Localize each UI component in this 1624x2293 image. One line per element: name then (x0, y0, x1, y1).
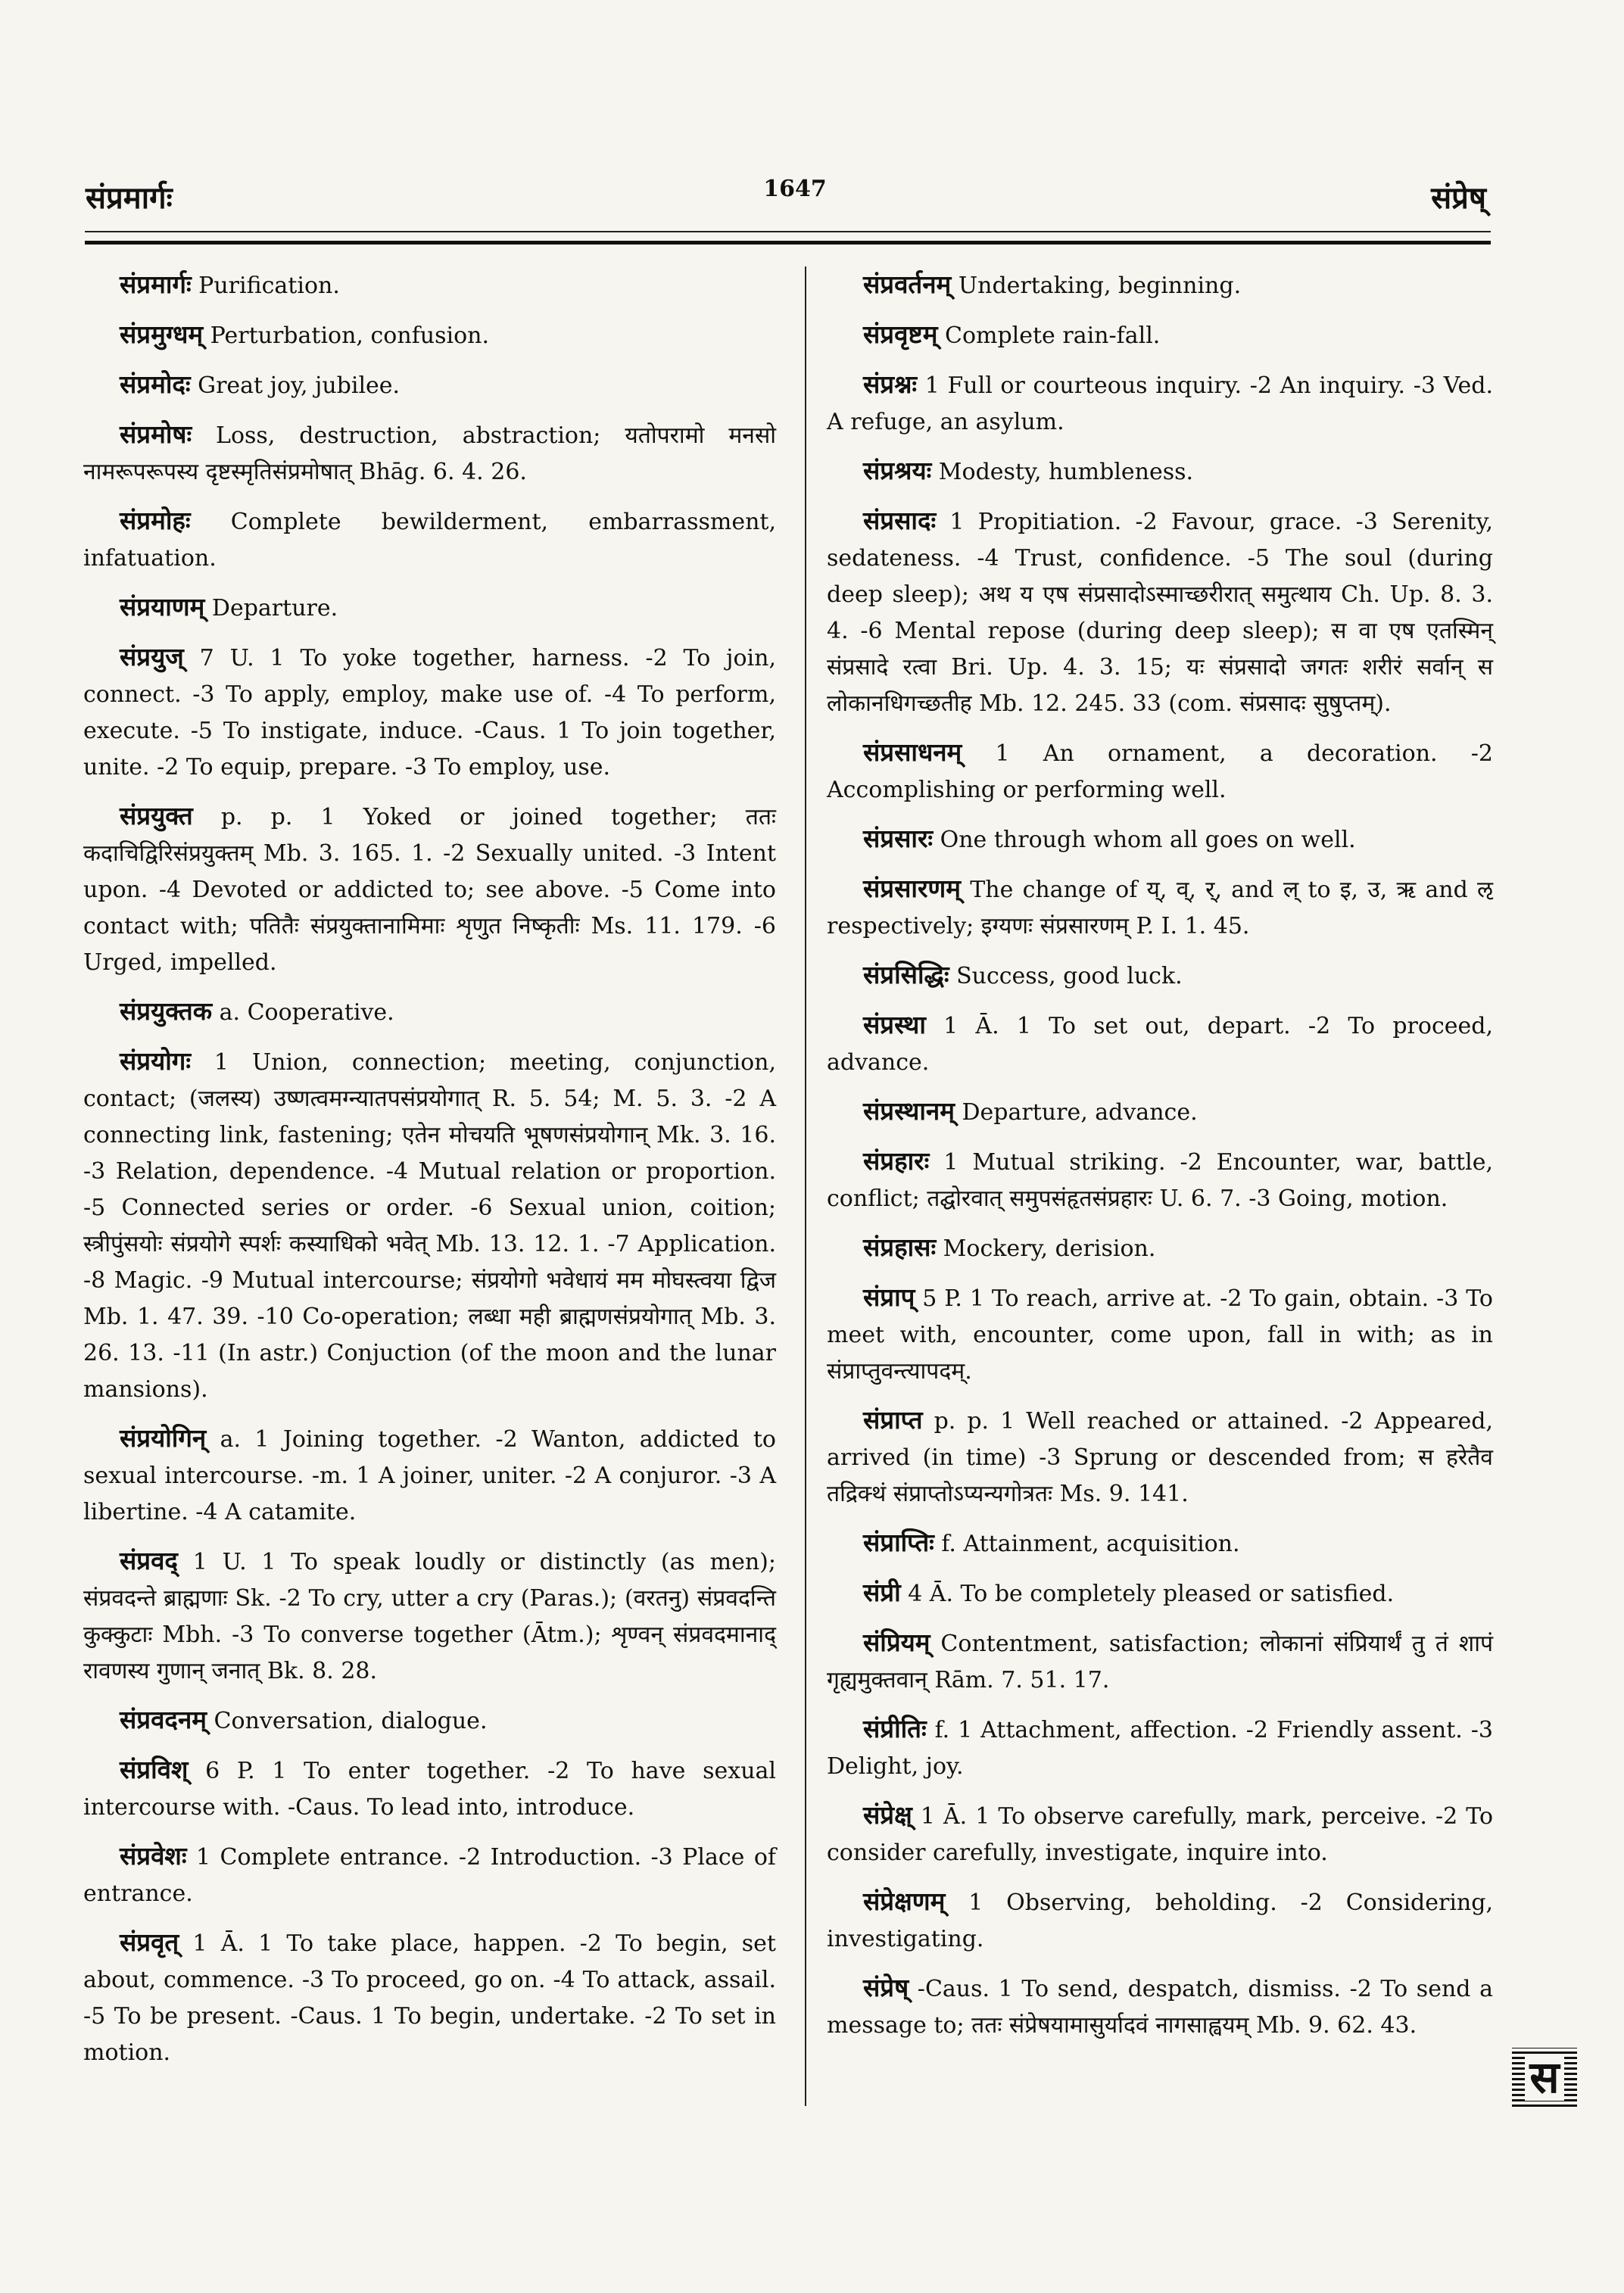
entry-definition: 6 P. 1 To enter together. -2 To have sexual intercourse with. -Caus. To lead into, introduce. (83, 1758, 776, 1821)
dictionary-entry (827, 1279, 1493, 1390)
entry-headword: संप्राप्त (863, 1405, 923, 1435)
entry-headword: संप्रमोदः (120, 369, 191, 399)
entry-headword: संप्रवृत् (120, 1927, 179, 1957)
entry-headword: संप्रयुज् (120, 642, 184, 671)
dictionary-entry (83, 1752, 776, 1826)
entry-headword: संप्रश्रयः (863, 456, 932, 485)
entry-definition: Mockery, derision. (936, 1235, 1156, 1262)
entry-headword: संप्रहारः (863, 1146, 930, 1176)
entry-definition: 4 Ā. To be completely pleased or satisfied. (900, 1581, 1395, 1607)
dictionary-entry (83, 1420, 776, 1531)
page-number: 1647 (763, 176, 827, 202)
entry-headword: संप्रमोहः (120, 506, 191, 535)
entry-definition: 5 P. 1 To reach, arrive at. -2 To gain, obtain. -3 To meet with, encounter, come upon, fall in with; as in संप्राप्तुवन्त्यापदम्. (827, 1285, 1493, 1385)
entry-definition: Conversation, dialogue. (207, 1708, 488, 1734)
header-rule-thick (85, 241, 1491, 245)
dictionary-entry (827, 266, 1493, 304)
entry-definition: Complete rain-fall. (937, 322, 1161, 349)
entry-definition: a. 1 Joining together. -2 Wanton, addicted to sexual intercourse. -m. 1 A joiner, uniter. -2 A conjuror. -3 A libertine. -4 A catamite. (83, 1426, 776, 1525)
left-column (83, 266, 776, 2083)
entry-headword: संप्रवृष्टम् (863, 319, 938, 349)
dictionary-entry (83, 1702, 776, 1740)
header-rule-thin (85, 231, 1491, 232)
thumb-index-letter: स (1525, 2054, 1563, 2101)
dictionary-entry (827, 1883, 1493, 1958)
running-head-left: संप्रमार्गः (86, 180, 173, 216)
entry-definition: Departure. (204, 595, 338, 622)
right-column (827, 266, 1493, 2056)
entry-definition: Perturbation, confusion. (203, 322, 490, 349)
entry-headword: संप्रेक्षणम् (863, 1886, 946, 1916)
dictionary-entry (827, 1525, 1493, 1562)
entry-definition: Purification. (191, 273, 340, 299)
entry-definition: 1 Ā. 1 To observe carefully, mark, perceive. -2 To consider carefully, investigate, inquire into. (827, 1803, 1493, 1866)
dictionary-entry (827, 1625, 1493, 1699)
entry-headword: संप्रस्थानम् (863, 1096, 955, 1126)
entry-headword: संप्री (863, 1578, 901, 1607)
dictionary-entry (827, 1575, 1493, 1612)
entry-definition: -Caus. 1 To send, despatch, dismiss. -2 To send a message to; ततः संप्रेषयामासुर्यादवं नागसाह्वयम् Mb. 9. 62. 43. (827, 1976, 1493, 2039)
entry-definition: f. 1 Attachment, affection. -2 Friendly assent. -3 Delight, joy. (827, 1717, 1493, 1780)
entry-headword: संप्रमुग्धम् (120, 319, 204, 349)
dictionary-entry (83, 993, 776, 1031)
entry-definition: p. p. 1 Yoked or joined together; ततः कदाचिद्विरिसंप्रयुक्तम् Mb. 3. 165. 1. -2 Sexually united. -3 Intent upon. -4 Devoted or addicted to; see above. -5 Come into contact with; पतितैः संप्रयुक्तानामिमाः शृणुत निष्कृतीः Ms. 11. 179. -6 Urged, impelled. (83, 804, 776, 976)
dictionary-entry (83, 366, 776, 404)
entry-headword: संप्रवर्तनम् (863, 269, 952, 299)
dictionary-entry (827, 1143, 1493, 1217)
entry-definition: 1 Ā. 1 To take place, happen. -2 To begin, set about, commence. -3 To proceed, go on. -4 To attack, assail. -5 To be present. -Caus. 1 To begin, undertake. -2 To set in motion. (83, 1930, 776, 2066)
entry-headword: संप्रयुक्तक (120, 996, 213, 1026)
dictionary-entry (83, 1924, 776, 2071)
entry-headword: संप्रयोगः (120, 1046, 192, 1076)
thumb-index-tab (1512, 2048, 1577, 2107)
entry-headword: संप्रसारणम् (863, 874, 962, 903)
entry-definition: 1 Full or courteous inquiry. -2 An inquiry. -3 Ved. A refuge, an asylum. (827, 372, 1493, 435)
entry-definition: 1 Mutual striking. -2 Encounter, war, battle, conflict; तद्घोरवात् समुपसंहृतसंप्रहारः U. 6. 7. -3 Going, motion. (827, 1149, 1493, 1212)
dictionary-entry (83, 503, 776, 577)
dictionary-entry (827, 1229, 1493, 1267)
dictionary-entry (827, 1007, 1493, 1081)
entry-definition: Complete bewilderment, embarrassment, infatuation. (83, 509, 776, 572)
entry-headword: संप्रवद् (120, 1546, 178, 1575)
entry-definition: 7 U. 1 To yoke together, harness. -2 To join, connect. -3 To apply, employ, make use of. -4 To perform, execute. -5 To instigate, induce. -Caus. 1 To join together, unite. -2 To equip, prepare. -3 To employ, use. (83, 645, 776, 780)
dictionary-entry (83, 1043, 776, 1408)
entry-definition: p. p. 1 Well reached or attained. -2 Appeared, arrived (in time) -3 Sprung or descended from; स हरेतैव तद्रिक्थं संप्राप्तोऽप्यन्यगोत्रतः Ms. 9. 141. (827, 1408, 1493, 1507)
entry-definition: Departure, advance. (954, 1099, 1198, 1126)
entry-headword: संप्रसादः (863, 506, 937, 535)
dictionary-entry (827, 1797, 1493, 1871)
dictionary-entry (83, 798, 776, 981)
entry-definition: f. Attainment, acquisition. (934, 1531, 1240, 1557)
entry-headword: संप्रेक्ष् (863, 1800, 912, 1830)
entry-definition: Success, good luck. (949, 963, 1183, 989)
dictionary-entry (83, 639, 776, 786)
entry-headword: संप्रहासः (863, 1232, 937, 1262)
entry-headword: संप्रियम् (863, 1628, 930, 1657)
entry-definition: The change of य्, व्, र्, and ल् to इ, उ, ऋ and ऌ respectively; इग्यणः संप्रसारणम् P. I. 1. 45. (827, 877, 1493, 939)
entry-headword: संप्रविश् (120, 1755, 189, 1784)
dictionary-entry (827, 871, 1493, 945)
dictionary-entry (827, 821, 1493, 858)
entry-headword: संप्रमार्गः (120, 269, 192, 299)
entry-definition: Undertaking, beginning. (951, 273, 1242, 299)
entry-headword: संप्रेष् (863, 1973, 909, 2002)
dictionary-entry (83, 416, 776, 491)
entry-definition: a. Cooperative. (212, 999, 394, 1026)
entry-headword: संप्रयाणम् (120, 592, 205, 622)
dictionary-entry (827, 957, 1493, 995)
entry-definition: Modesty, humbleness. (931, 459, 1194, 485)
dictionary-entry (83, 1543, 776, 1690)
dictionary-entry (827, 503, 1493, 722)
entry-headword: संप्रवेशः (120, 1841, 187, 1871)
dictionary-entry (827, 1093, 1493, 1131)
entry-definition: 1 Propitiation. -2 Favour, grace. -3 Serenity, sedateness. -4 Trust, confidence. -5 The soul (during deep sleep); अथ य एष संप्रसादोऽस्माच्छरीरात् समुत्थाय Ch. Up. 8. 3. 4. -6 Mental repose (during deep sleep); स वा एष एतस्मिन् संप्रसादे रत्वा Bri. Up. 4. 3. 15; यः संप्रसादो जगतः शरीरं सर्वान् स लोकानधिगच्छतीह Mb. 12. 245. 33 (com. संप्रसादः सुषुप्तम्). (827, 509, 1493, 717)
entry-definition: Contentment, satisfaction; लोकानां संप्रियार्थं तु तं शापं गृह्यमुक्तवान् Rām. 7. 51. 17. (827, 1631, 1493, 1693)
dictionary-entry (827, 366, 1493, 441)
entry-headword: संप्रस्था (863, 1010, 926, 1039)
entry-headword: संप्रीतिः (863, 1714, 927, 1743)
running-head-right: संप्रेष् (1431, 180, 1486, 216)
dictionary-entry (827, 1711, 1493, 1785)
entry-headword: संप्रसारः (863, 824, 934, 853)
entry-headword: संप्रवदनम् (120, 1705, 207, 1734)
dictionary-entry (827, 734, 1493, 808)
entry-headword: संप्राप्तिः (863, 1528, 934, 1557)
dictionary-entry (83, 266, 776, 304)
entry-definition: 1 Complete entrance. -2 Introduction. -3 Place of entrance. (83, 1844, 776, 1907)
dictionary-entry (83, 316, 776, 354)
entry-definition: 1 Ā. 1 To set out, depart. -2 To proceed, advance. (827, 1013, 1493, 1076)
entry-definition: One through whom all goes on well. (933, 827, 1356, 853)
column-divider (805, 266, 806, 2106)
dictionary-entry (827, 316, 1493, 354)
entry-headword: संप्रयुक्त (120, 801, 193, 830)
entry-headword: संप्रसिद्धिः (863, 960, 949, 989)
entry-headword: संप्रमोषः (120, 419, 192, 449)
dictionary-entry (83, 1838, 776, 1912)
entry-headword: संप्रसाधनम् (863, 737, 962, 767)
entry-definition: 1 U. 1 To speak loudly or distinctly (as men); संप्रवदन्ते ब्राह्मणाः Sk. -2 To cry, utter a cry (Paras.); (वरतनु) संप्रवदन्ति कुक्कुटाः Mbh. -3 To converse together (Ātm.); शृण्वन् संप्रवदमानाद् रावणस्य गुणान् जनात् Bk. 8. 28. (83, 1549, 776, 1684)
dictionary-entry (827, 1970, 1493, 2044)
entry-definition: 1 Union, connection; meeting, conjunction, contact; (जलस्य) उष्णत्वमग्न्यातपसंप्रयोगात् R. 5. 54; M. 5. 3. -2 A connecting link, fastening; एतेन मोचयति भूषणसंप्रयोगान् Mk. 3. 16. -3 Relation, dependence. -4 Mutual relation or proportion. -5 Connected series or order. -6 Sexual union, coition; स्त्रीपुंसयोः संप्रयोगे स्पर्शः कस्याधिको भवेत् Mb. 13. 12. 1. -7 Application. -8 Magic. -9 Mutual intercourse; संप्रयोगो भवेधायं मम मोघस्त्वया द्विज Mb. 1. 47. 39. -10 Co-operation; लब्धा मही ब्राह्मणसंप्रयोगात् Mb. 3. 26. 13. -11 (In astr.) Conjuction (of the moon and the lunar mansions). (83, 1049, 776, 1403)
entry-definition: 1 An ornament, a decoration. -2 Accomplishing or performing well. (827, 740, 1493, 803)
entry-definition: 1 Observing, beholding. -2 Considering, investigating. (827, 1890, 1493, 1952)
entry-definition: Loss, destruction, abstraction; यतोपरामो मनसो नामरूपरूपस्य दृष्टस्मृतिसंप्रमोषात् Bhāg. 6. 4. 26. (83, 422, 776, 485)
dictionary-entry (83, 589, 776, 627)
entry-headword: संप्रयोगिन् (120, 1423, 207, 1453)
entry-headword: संप्रश्नः (863, 369, 918, 399)
dictionary-entry (827, 1402, 1493, 1513)
dictionary-entry (827, 453, 1493, 491)
entry-headword: संप्राप् (863, 1282, 915, 1312)
entry-definition: Great joy, jubilee. (190, 372, 401, 399)
